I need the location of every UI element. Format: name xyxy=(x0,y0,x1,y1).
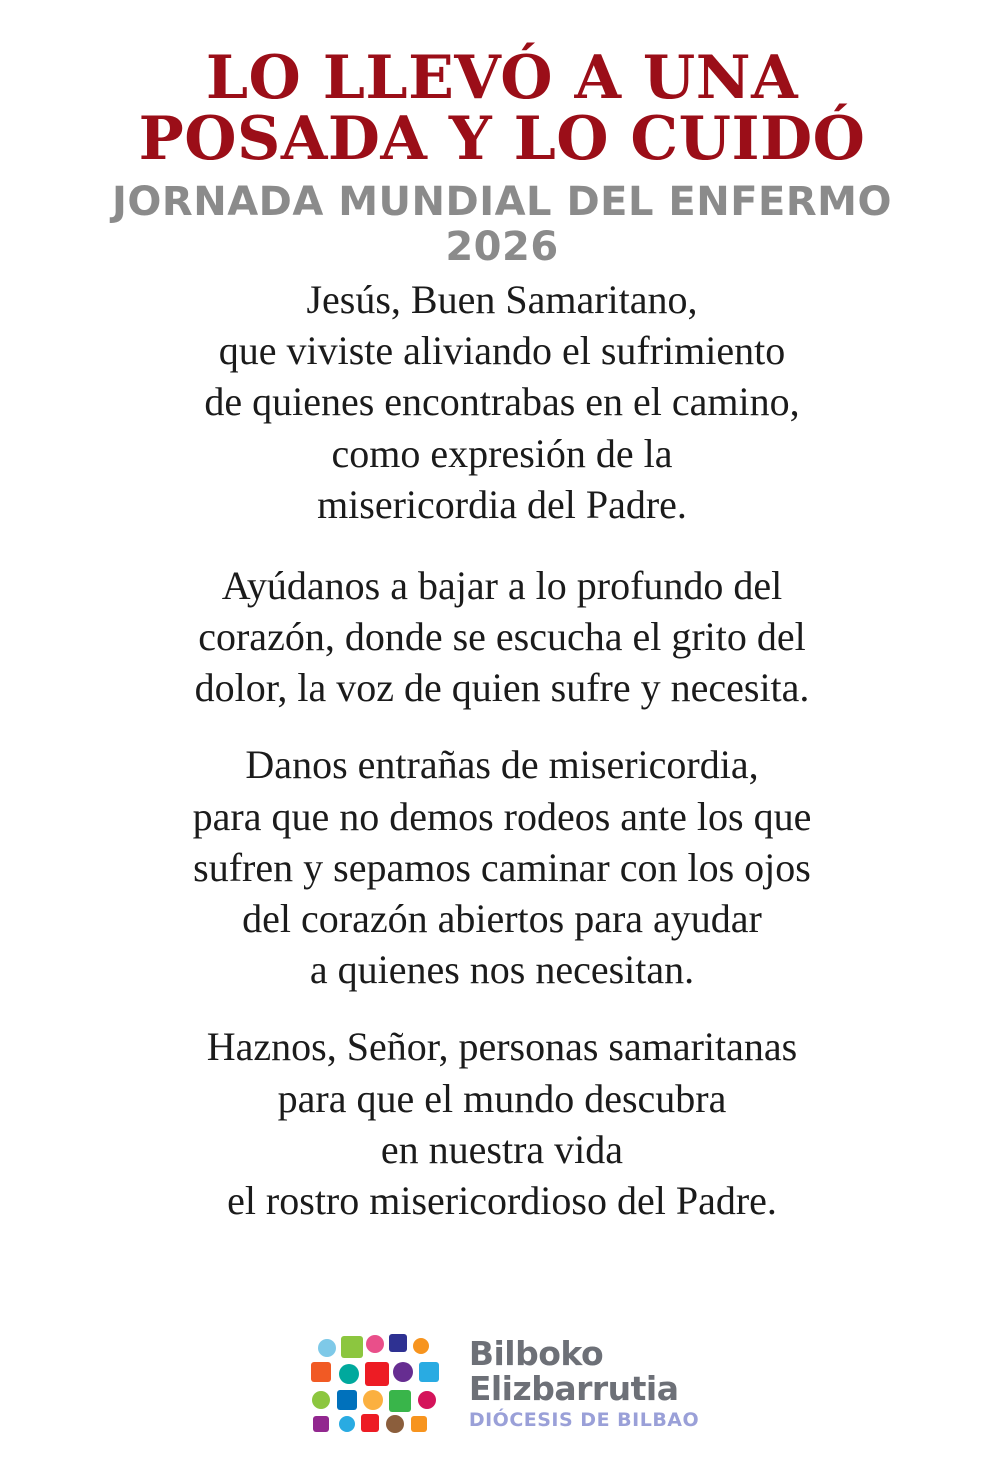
logo-name-line-3: DIÓCESIS DE BILBAO xyxy=(468,1408,700,1431)
prayer-line: dolor, la voz de quien sufre y necesita. xyxy=(194,665,810,711)
page-subtitle xyxy=(40,180,964,270)
title-line-1: LO LLEVÓ A UNA xyxy=(205,43,799,113)
prayer-line: Haznos, Señor, personas samaritanas xyxy=(206,1024,798,1070)
prayer-line: Jesús, Buen Samaritano, xyxy=(306,276,698,322)
prayer-line: para que el mundo descubra xyxy=(277,1075,727,1121)
prayer-line: que viviste aliviando el sufrimiento xyxy=(218,328,786,374)
subtitle-line-1: JORNADA MUNDIAL DEL ENFERMO xyxy=(112,179,892,226)
page-title xyxy=(40,43,964,175)
prayer-line: el rostro misericordioso del Padre. xyxy=(227,1177,777,1223)
prayer-stanza xyxy=(40,739,964,995)
prayer-line: para que no demos rodeos ante los que xyxy=(192,793,812,839)
prayer-line: de quienes encontrabas en el camino, xyxy=(204,379,800,425)
prayer-line: corazón, donde se escucha el grito del xyxy=(198,614,806,660)
diocese-logo xyxy=(305,1330,699,1436)
title-line-2: POSADA Y LO CUIDÓ xyxy=(138,104,866,175)
logo-name-line-1: Bilboko xyxy=(468,1333,604,1373)
logo-wordmark xyxy=(468,1333,700,1431)
logo-name-line-2: Elizbarrutia xyxy=(468,1368,679,1408)
prayer-line: Danos entrañas de misericordia, xyxy=(245,742,759,788)
prayer-text xyxy=(40,274,964,1252)
prayer-line: en nuestra vida xyxy=(380,1126,624,1172)
prayer-line: misericordia del Padre. xyxy=(317,481,687,527)
prayer-stanza xyxy=(40,274,964,530)
prayer-line: como expresión de la xyxy=(331,430,673,476)
diocese-of-bilbao-logo-icon xyxy=(305,1330,455,1436)
prayer-stanza xyxy=(40,1021,964,1226)
prayer-stanza xyxy=(40,560,964,714)
prayer-line: sufren y sepamos caminar con los ojos xyxy=(193,844,811,890)
prayer-line: del corazón abiertos para ayudar xyxy=(242,896,762,942)
logo-area xyxy=(0,1330,1004,1436)
prayer-line: Ayúdanos a bajar a lo profundo del xyxy=(221,562,783,608)
subtitle-line-2: 2026 xyxy=(445,224,559,271)
prayer-line: a quienes nos necesitan. xyxy=(309,947,695,993)
